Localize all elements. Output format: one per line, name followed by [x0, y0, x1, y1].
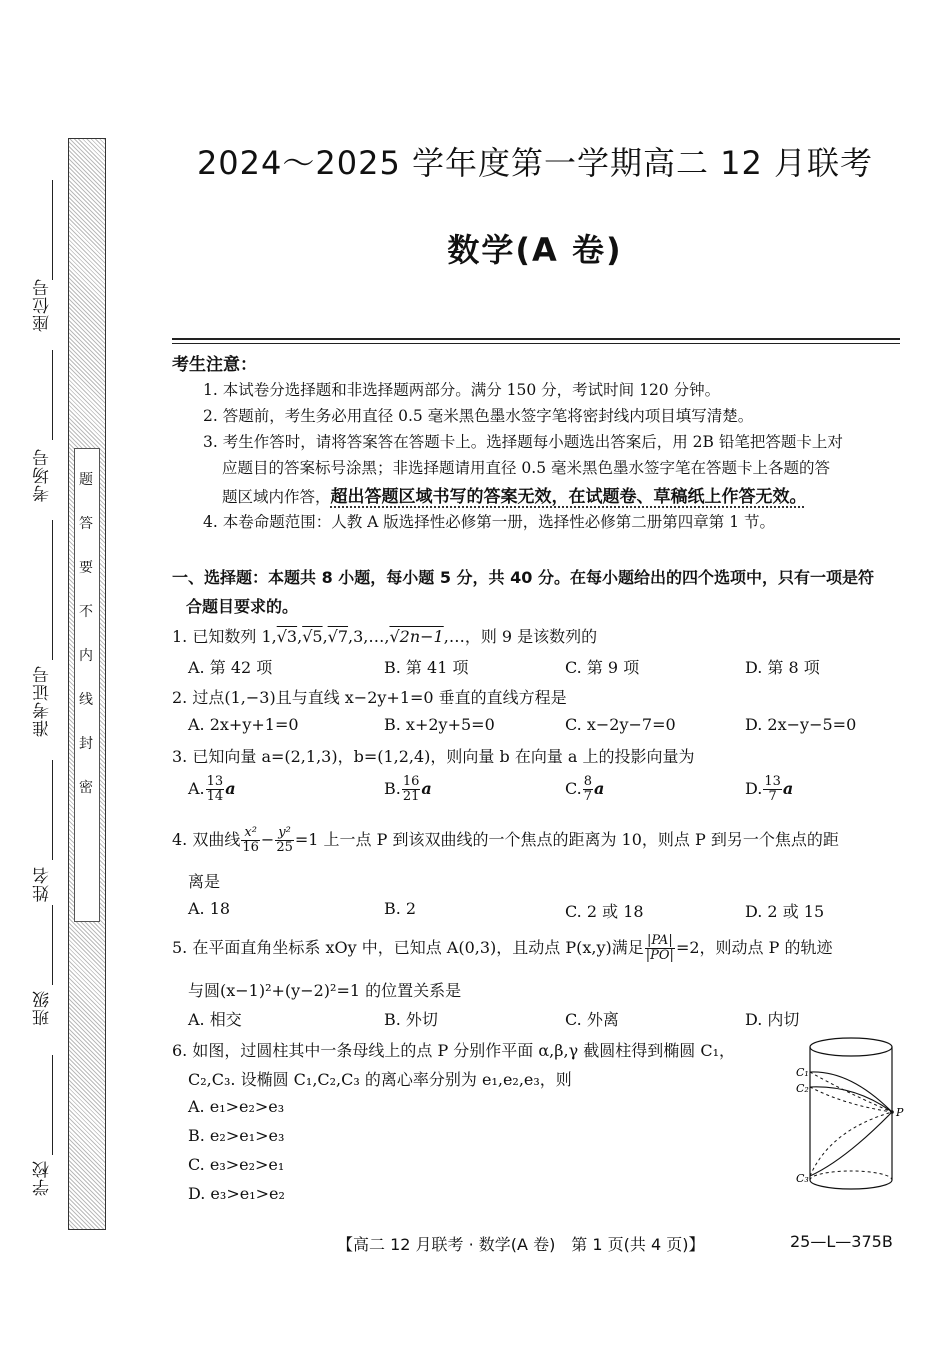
q3-option-d: D. $\frac{13}{7}$ a [745, 774, 794, 804]
label-p: P [896, 1106, 904, 1119]
seal-text: 题 答 要 不 内 线 封 密 [79, 472, 93, 796]
q2-option-d: D. 2x−y−5=0 [745, 715, 857, 734]
q6-stem: 6. 如图，过圆柱其中一条母线上的点 P 分别作平面 α,β,γ 截圆柱得到椭圆 C₁， [172, 1041, 735, 1060]
q4-stem: 4. 双曲线 $\frac{\text{x²}}{16}$ − $\frac{\text{y²}}{25}$ =1 上一点 P 到该双曲线的一个焦点的距离为 10，则点 P 到另一个焦点的距 [172, 825, 839, 855]
room-label: 考场号 [33, 448, 53, 502]
q6-option-c: C. e₃>e₂>e₁ [188, 1155, 285, 1174]
notice-item-4: 4. 本卷命题范围：人教 A 版选择性必修第一册，选择性必修第二册第四章第 1 节。 [203, 513, 775, 531]
seat-label: 座位号 [33, 278, 53, 332]
q4-option-c: C. 2 或 18 [565, 902, 644, 921]
q6-stem-cont: C₂,C₃. 设椭圆 C₁,C₂,C₃ 的离心率分别为 e₁,e₂,e₃，则 [188, 1070, 572, 1089]
q5-option-d: D. 内切 [745, 1010, 800, 1029]
q3-option-c: C. $\frac{8}{7}$ a [565, 774, 605, 804]
q5-stem-cont: 与圆(x−1)²+(y−2)²=1 的位置关系是 [188, 981, 462, 1000]
label-c2: C₂ [796, 1082, 809, 1095]
room-line [52, 350, 53, 440]
q1-stem: 1. 已知数列 1,√3,√5,√7,3,…,√2n−1,…，则 9 是该数列的 [172, 627, 598, 646]
q2-stem: 2. 过点(1,−3)且与直线 x−2y+1=0 垂直的直线方程是 [172, 688, 567, 707]
q4-option-d: D. 2 或 15 [745, 902, 825, 921]
ticket-line [52, 520, 53, 660]
cylinder-figure [790, 1030, 910, 1195]
q1-option-d: D. 第 8 项 [745, 658, 820, 677]
ticket-label: 准考证号 [33, 665, 53, 737]
notice-item-3c: 题区域内作答，超出答题区域书写的答案无效，在试题卷、草稿纸上作答无效。 [222, 487, 807, 507]
footer-code: 25—L—375B [790, 1232, 893, 1251]
exam-subtitle: 数学(A 卷) [447, 231, 623, 269]
section1-heading-2: 合题目要求的。 [186, 597, 299, 616]
notice-emphasis: 超出答题区域书写的答案无效，在试题卷、草稿纸上作答无效。 [330, 487, 807, 507]
q2-option-c: C. x−2y−7=0 [565, 715, 676, 734]
q1-option-c: C. 第 9 项 [565, 658, 640, 677]
q4-option-a: A. 18 [188, 899, 231, 918]
q1-option-a: A. 第 42 项 [188, 658, 273, 677]
notice-item-1: 1. 本试卷分选择题和非选择题两部分。满分 150 分，考试时间 120 分钟。 [203, 381, 721, 399]
q2-option-a: A. 2x+y+1=0 [188, 715, 299, 734]
q3-stem: 3. 已知向量 a=(2,1,3)，b=(1,2,4)，则向量 b 在向量 a 上的投影向量为 [172, 747, 695, 766]
notice-item-2: 2. 答题前，考生务必用直径 0.5 毫米黑色墨水签字笔将密封线内项目填写清楚。 [203, 407, 754, 425]
notice-item-3b: 应题目的答案标号涂黑；非选择题请用直径 0.5 毫米黑色墨水签字笔在答题卡上各题的答 [222, 459, 831, 477]
exam-title: 2024～2025 学年度第一学期高二 12 月联考 [196, 144, 874, 182]
notice-item-3a: 3. 考生作答时，请将答案答在答题卡上。选择题每小题选出答案后，用 2B 铅笔把答题卡上对 [203, 433, 843, 451]
q6-option-d: D. e₃>e₁>e₂ [188, 1184, 285, 1203]
q5-stem: 5. 在平面直角坐标系 xOy 中，已知点 A(0,3)，且动点 P(x,y)满足 $\frac{|PA|}{|PO|}$ =2，则动点 P 的轨迹 [172, 933, 833, 963]
q2-option-b: B. x+2y+5=0 [384, 715, 495, 734]
class-line [52, 905, 53, 985]
q6-option-b: B. e₂>e₁>e₃ [188, 1126, 285, 1145]
q3-option-b: B. $\frac{16}{21}$ a [384, 774, 432, 804]
label-c1: C₁ [796, 1066, 809, 1079]
q4-stem-cont: 离是 [188, 872, 221, 891]
top-rule [172, 338, 900, 340]
section1-heading: 一、选择题：本题共 8 小题，每小题 5 分，共 40 分。在每小题给出的四个选项中，只有一项是符 [172, 568, 874, 587]
school-label: 学校 [33, 1160, 53, 1196]
name-label: 姓名 [33, 866, 53, 902]
q3-option-a: A. $\frac{13}{14}$ a [188, 774, 236, 804]
q5-option-c: C. 外离 [565, 1010, 619, 1029]
q1-option-b: B. 第 41 项 [384, 658, 469, 677]
q5-option-a: A. 相交 [188, 1010, 242, 1029]
q4-option-b: B. 2 [384, 899, 417, 918]
notice-heading: 考生注意： [172, 355, 257, 375]
class-label: 班级 [33, 990, 53, 1026]
q6-option-a: A. e₁>e₂>e₃ [188, 1097, 285, 1116]
name-line [52, 760, 53, 860]
q5-option-b: B. 外切 [384, 1010, 438, 1029]
footer-page-info: 【高二 12 月联考 · 数学(A 卷) 第 1 页(共 4 页)】 [337, 1235, 705, 1254]
top-rule-thin [172, 343, 900, 344]
school-line [52, 1055, 53, 1155]
label-c3: C₃ [796, 1172, 809, 1185]
seat-line [52, 180, 53, 280]
